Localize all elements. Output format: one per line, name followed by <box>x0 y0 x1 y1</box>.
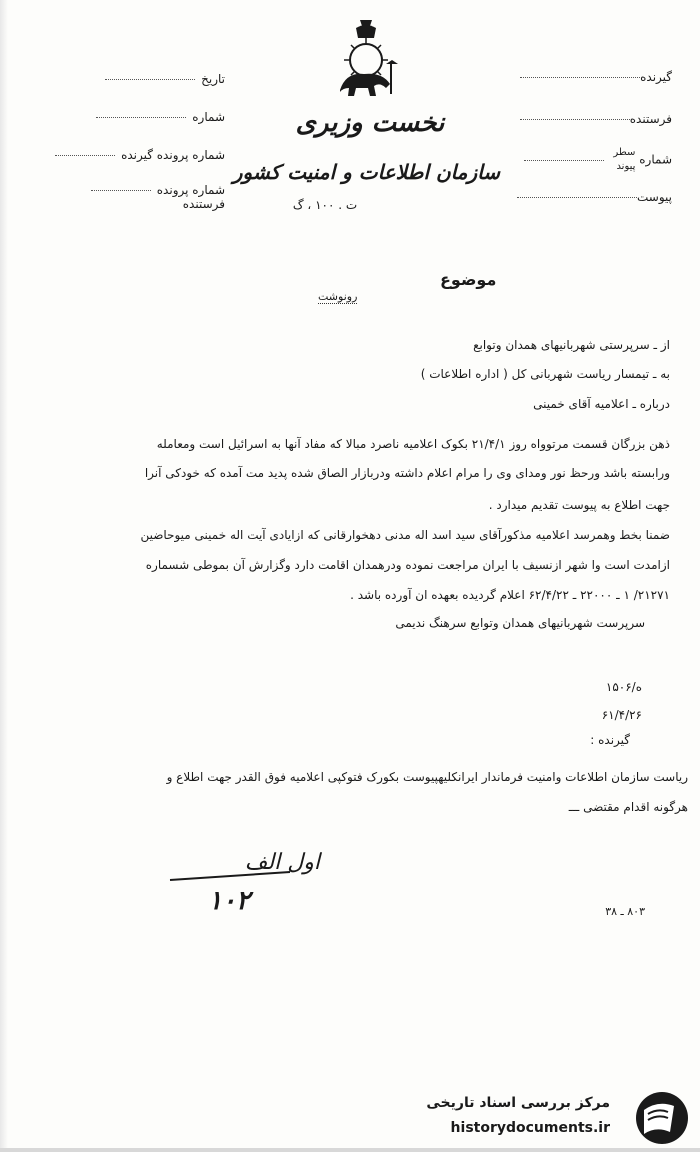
handwriting-strokes-icon <box>160 840 320 930</box>
handwritten-note <box>160 840 320 930</box>
from-line: از ـ سرپرستی شهربانیهای همدان وتوابع <box>473 338 670 352</box>
body-line: ضمنا بخط وهمرسد اعلامیه مذکورآقای سید اسد اله مدنی دهخوارقانی که ازایادی آیت اله خمینی میوحاضین <box>140 528 670 542</box>
body-line: ۲۱۲۷۱/ ۱ ـ ۲۲۰۰۰ ـ ۶۲/۴/۲۲ اعلام گردیده بعهده ان آورده باشد . <box>350 588 670 602</box>
body-line: ورابسته باشد ورحظ نور ومدای وی را مرام اعلام داشته ودربازار الصاق شده پدید مت آمده که خودکی آنرا <box>144 466 670 480</box>
body-line: جهت اطلاع به پیوست تقدیم میدارد . <box>488 498 670 512</box>
sender-label: فرستنده <box>629 112 672 126</box>
instruction-line: ریاست سازمان اطلاعات وامنیت فرماندار ایرانکلیهپیوست بکورک فتوکپی اعلامیه فوق القدر جهت اطلاع و <box>166 770 688 784</box>
sender-file-label: شماره پرونده فرستنده <box>156 183 225 211</box>
scan-edge <box>0 0 8 1152</box>
recipient-file-field <box>55 148 225 162</box>
attachment-label: پیوست <box>637 190 672 204</box>
date-label: تاریخ <box>201 72 225 86</box>
sender-file-field <box>55 183 225 211</box>
link-label: پیوند <box>616 161 636 172</box>
archive-center-name: مرکز بررسی اسناد تاریخی <box>426 1095 610 1111</box>
recipient-label: گیرنده <box>640 70 672 84</box>
handwritten-text: اول الف <box>244 850 320 875</box>
recipient-file-label: شماره پرونده گیرنده <box>121 148 225 162</box>
organization-name: سازمان اطلاعات و امنیت کشور <box>232 160 500 184</box>
archive-url[interactable]: historydocuments.ir <box>450 1120 610 1136</box>
reference-date: ۶۱/۴/۲۶ <box>601 708 642 722</box>
handwritten-numeral: ۱۰۲ <box>208 886 250 916</box>
body-line: ازامدت است وا شهر ازنسیف با ایران مراجعت نموده ودرهمدان اقامت دارد وگزارش آن بموطی شسماره <box>145 558 670 572</box>
reference-number-field <box>518 146 673 174</box>
instruction-line: هرگونه اقدام مقتضی ـــ <box>568 800 688 814</box>
lion-and-sun-emblem-icon <box>326 18 406 108</box>
about-line: درباره ـ اعلامیه آقای خمینی <box>533 397 670 411</box>
document-code: ت . ۱۰۰ ، گ <box>292 198 358 212</box>
sender-field <box>514 112 672 126</box>
copy-label: رونوشت <box>318 290 358 303</box>
attachment-field <box>511 190 672 204</box>
ministry-title: نخست وزیری <box>295 108 445 138</box>
date-field <box>55 72 225 86</box>
subject-heading: موضوع <box>440 270 497 289</box>
body-line: ذهن بزرگان قسمت مرتوواه روز ۲۱/۴/۱ بکوک اعلامیه ناصرد مبالا که مفاد آنها به اسرائیل است ومعامله <box>156 437 670 451</box>
to-line: به ـ تیمسار ریاست شهربانی کل ( اداره اطلاعات ) <box>420 367 670 381</box>
stamp-number: ۸۰۳ ـ ۳۸ <box>605 905 645 918</box>
archive-logo-icon <box>610 1088 690 1148</box>
recipient-field <box>514 70 672 84</box>
number-label: شماره <box>192 110 225 124</box>
row-label: سطر <box>613 147 636 158</box>
number-field <box>55 110 225 124</box>
reference-number: ه/۱۵۰۶ <box>605 680 642 694</box>
scan-bottom-edge <box>0 1148 700 1152</box>
body-signature-line: سرپرست شهربانیهای همدان وتوابع سرهنگ ندیمی <box>395 616 645 630</box>
reference-recipient: گیرنده : <box>590 733 630 747</box>
reference-number-label: شماره <box>639 152 672 167</box>
